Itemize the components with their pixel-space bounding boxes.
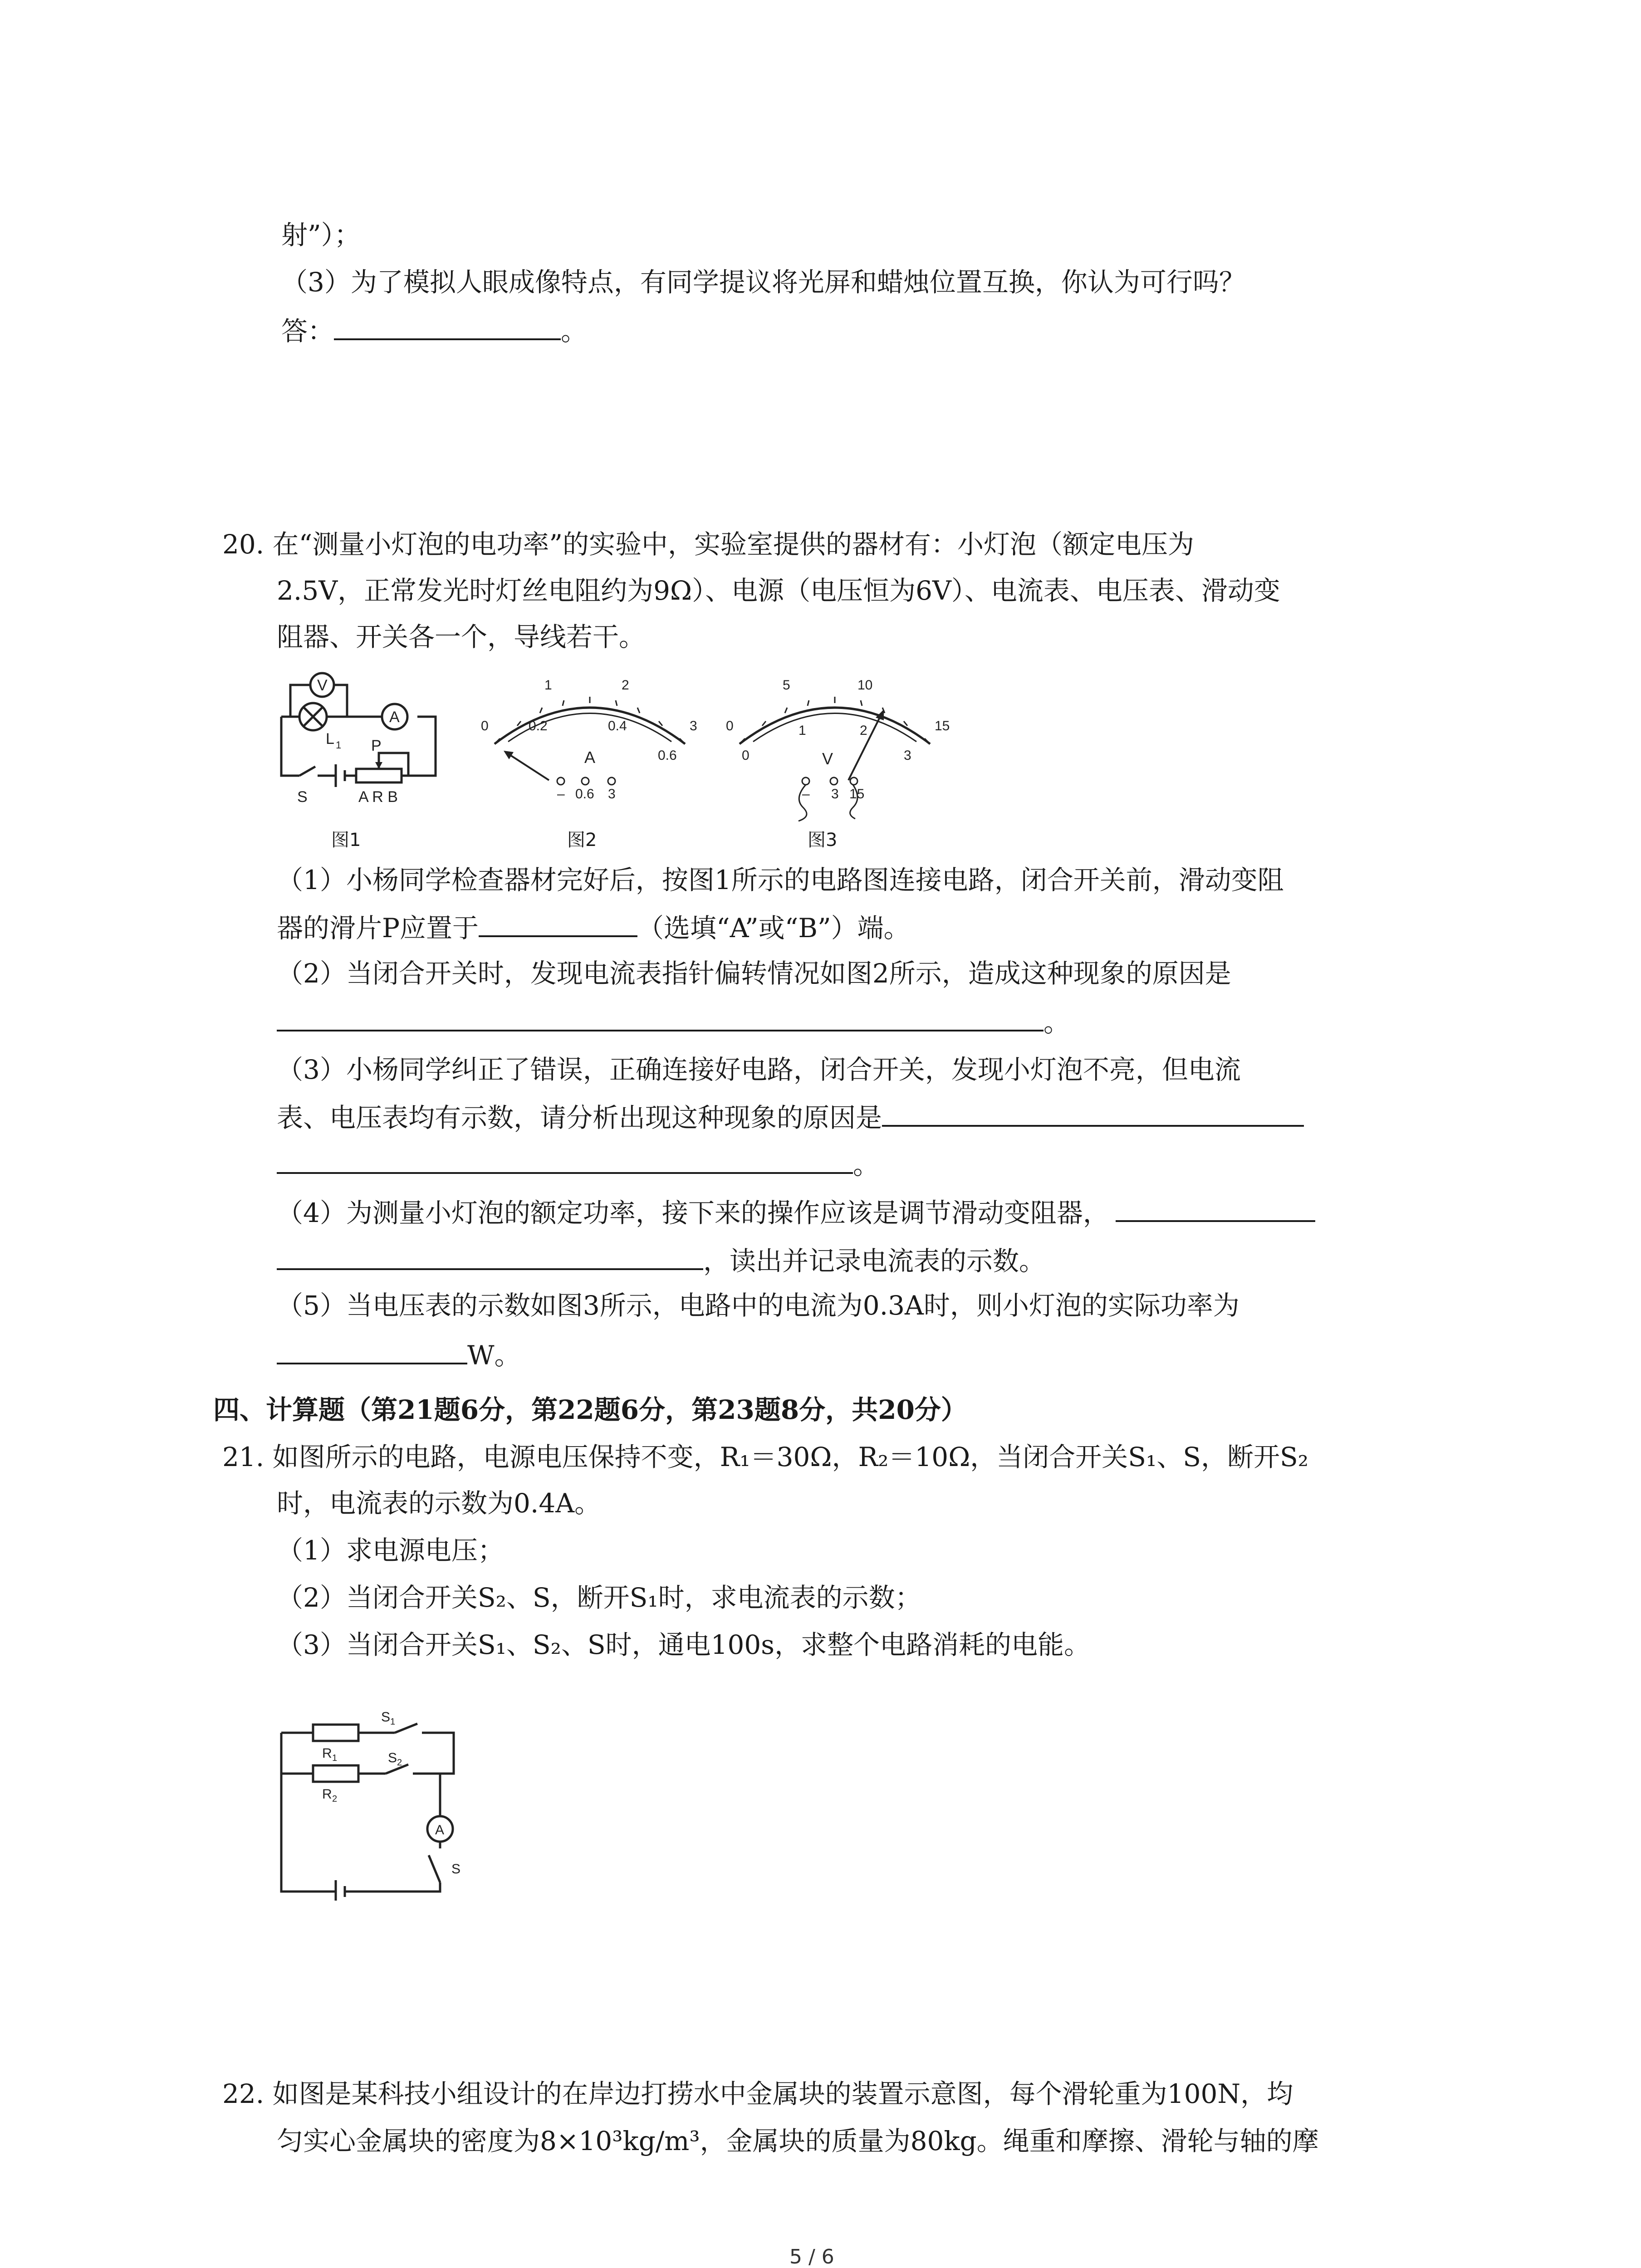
- fig3-end-left: 0: [726, 719, 734, 733]
- fig2-term-minus: –: [557, 787, 565, 802]
- fig3-bottom-3: 3: [904, 748, 911, 763]
- fig1-lamp-sub: 1: [336, 739, 342, 751]
- q21-fig-s2: S: [388, 1750, 397, 1765]
- q20-p3-end: 。: [853, 1149, 880, 1180]
- fig1-ammeter-label: A: [389, 709, 400, 726]
- fig3-bottom-0: 0: [742, 748, 749, 763]
- q20-part-5-b: [277, 1335, 521, 1374]
- q21-fig-switch: S: [451, 1862, 461, 1877]
- fig3-unit: V: [822, 749, 833, 768]
- fig2-end-left: 0: [481, 719, 489, 733]
- fig3-term-3: 3: [831, 787, 839, 802]
- q21-fig-r2-sub: 2: [332, 1794, 338, 1804]
- q21-stem-2: 时，电流表的示数为0.4A。: [277, 1488, 601, 1519]
- q20-p3-blank-2[interactable]: [277, 1145, 853, 1174]
- q20-part-1-b: [277, 908, 910, 946]
- q20-part-1-a: （1）小杨同学检查器材完好后，按图1所示的电路图连接电路，闭合开关前，滑动变阻: [277, 865, 1284, 895]
- q21-fig-r2: R: [322, 1787, 332, 1802]
- q20-stem-2: 2.5V，正常发光时灯丝电阻约为9Ω）、电源（电压恒为6V）、电流表、电压表、滑动变: [277, 575, 1280, 606]
- q21-figure-circuit: [272, 1710, 485, 1901]
- q20-p3-text: 表、电压表均有示数，请分析出现这种现象的原因是: [277, 1102, 882, 1133]
- q21-sub-1: （1）求电源电压；: [277, 1535, 504, 1566]
- fig2-bottom-3: 0.6: [658, 748, 677, 763]
- fig1-slider-label: P: [371, 737, 382, 754]
- q21-fig-r1: R: [322, 1746, 332, 1761]
- fig3-end-right: 15: [935, 719, 950, 733]
- q21-fig-s1-sub: 1: [390, 1717, 396, 1727]
- q20-figure-1-circuit: [272, 658, 463, 821]
- q21-stem-1: 21. 如图所示的电路，电源电压保持不变，R₁＝30Ω，R₂＝10Ω，当闭合开关S₁、S，断开S₂: [222, 1442, 1309, 1472]
- q20-p1-end: （选填“A”或“B”）端。: [637, 913, 910, 943]
- fig1-switch-label: S: [297, 788, 308, 806]
- fig2-top-2: 2: [622, 678, 629, 693]
- fig1-caption: 图1: [331, 830, 361, 850]
- q20-p5-blank[interactable]: [277, 1335, 467, 1364]
- fig2-unit: A: [584, 748, 596, 767]
- q20-part-4-a: [277, 1193, 1315, 1231]
- fig3-top-1: 5: [783, 678, 790, 693]
- q20-part-5-a: （5）当电压表的示数如图3所示，电路中的电流为0.3A时，则小灯泡的实际功率为: [277, 1290, 1239, 1321]
- fig3-bottom-1: 1: [798, 723, 806, 738]
- q22-stem-1: 22. 如图是某科技小组设计的在岸边打捞水中金属块的装置示意图，每个滑轮重为100N，均: [222, 2078, 1293, 2109]
- fig3-term-15: 15: [849, 787, 865, 802]
- q20-figure-2-ammeter: [472, 662, 708, 816]
- fig2-term-06: 0.6: [575, 787, 594, 802]
- q21-sub-3: （3）当闭合开关S₁、S₂、S时，通电100s，求整个电路消耗的电能。: [277, 1629, 1091, 1660]
- page-number: 5 / 6: [789, 2245, 834, 2268]
- fig2-bottom-2: 0.4: [608, 719, 627, 733]
- q20-p1-text: 器的滑片P应置于: [277, 913, 479, 943]
- fig3-caption: 图3: [808, 830, 838, 850]
- fig1-voltmeter-label: V: [317, 677, 328, 694]
- q20-p3-blank-1[interactable]: [882, 1098, 1304, 1127]
- fig3-top-2: 10: [857, 678, 873, 693]
- q20-part-3-c: [277, 1145, 879, 1183]
- fig2-caption: 图2: [567, 830, 597, 850]
- q20-part-2-b: [277, 1002, 1070, 1041]
- q19-answer-end: 。: [561, 316, 588, 347]
- fig1-lamp-label: L: [326, 730, 334, 748]
- q20-p5-end: W。: [467, 1340, 521, 1371]
- q20-part-4-b: [277, 1241, 1045, 1279]
- q20-part-3-b: [277, 1098, 1304, 1136]
- fig1-rheostat-label: A R B: [358, 788, 398, 806]
- q21-fig-s1: S: [381, 1710, 391, 1725]
- q20-p4-blank-2[interactable]: [277, 1241, 703, 1270]
- fig3-term-minus: –: [802, 787, 810, 802]
- q20-p2-blank[interactable]: [277, 1002, 1043, 1031]
- q19-answer-blank[interactable]: [334, 311, 561, 340]
- q20-part-3-a: （3）小杨同学纠正了错误，正确连接好电路，闭合开关，发现小灯泡不亮，但电流: [277, 1054, 1241, 1085]
- q21-fig-r1-sub: 1: [332, 1753, 338, 1763]
- q20-p4-blank-1[interactable]: [1116, 1193, 1315, 1222]
- q21-fig-ammeter: A: [435, 1823, 445, 1838]
- q20-p1-blank[interactable]: [479, 908, 637, 937]
- q19-answer-line: [281, 311, 587, 349]
- q20-stem-3: 阻器、开关各一个，导线若干。: [277, 621, 646, 652]
- q20-part-2-a: （2）当闭合开关时，发现电流表指针偏转情况如图2所示，造成这种现象的原因是: [277, 958, 1231, 989]
- q19-answer-label: 答：: [281, 316, 334, 347]
- q19-part-3: （3）为了模拟人眼成像特点，有同学提议将光屏和蜡烛位置互换，你认为可行吗？: [281, 267, 1245, 298]
- q22-stem-2: 匀实心金属块的密度为8×10³kg/m³，金属块的质量为80kg。绳重和摩擦、滑轮与轴的摩: [277, 2126, 1319, 2156]
- q20-stem-1: 20. 在“测量小灯泡的电功率”的实验中，实验室提供的器材有：小灯泡（额定电压为: [222, 529, 1194, 560]
- fig2-top-1: 1: [544, 678, 552, 693]
- q21-fig-s2-sub: 2: [397, 1758, 402, 1768]
- fig2-bottom-1: 0.2: [529, 719, 548, 733]
- fig3-bottom-2: 2: [860, 723, 867, 738]
- q20-p2-end: 。: [1043, 1007, 1070, 1038]
- q20-p4-text: （4）为测量小灯泡的额定功率，接下来的操作应该是调节滑动变阻器，: [277, 1198, 1109, 1228]
- q19-line-1: 射”）；: [281, 220, 361, 250]
- q21-sub-2: （2）当闭合开关S₂、S，断开S₁时，求电流表的示数；: [277, 1582, 921, 1613]
- fig2-end-right: 3: [690, 719, 697, 733]
- section-4-heading: 四、计算题（第21题6分，第22题6分，第23题8分，共20分）: [213, 1394, 967, 1425]
- fig2-term-3: 3: [608, 787, 616, 802]
- q20-figure-3-voltmeter: [717, 662, 953, 826]
- q20-p4-end: ，读出并记录电流表的示数。: [703, 1246, 1046, 1276]
